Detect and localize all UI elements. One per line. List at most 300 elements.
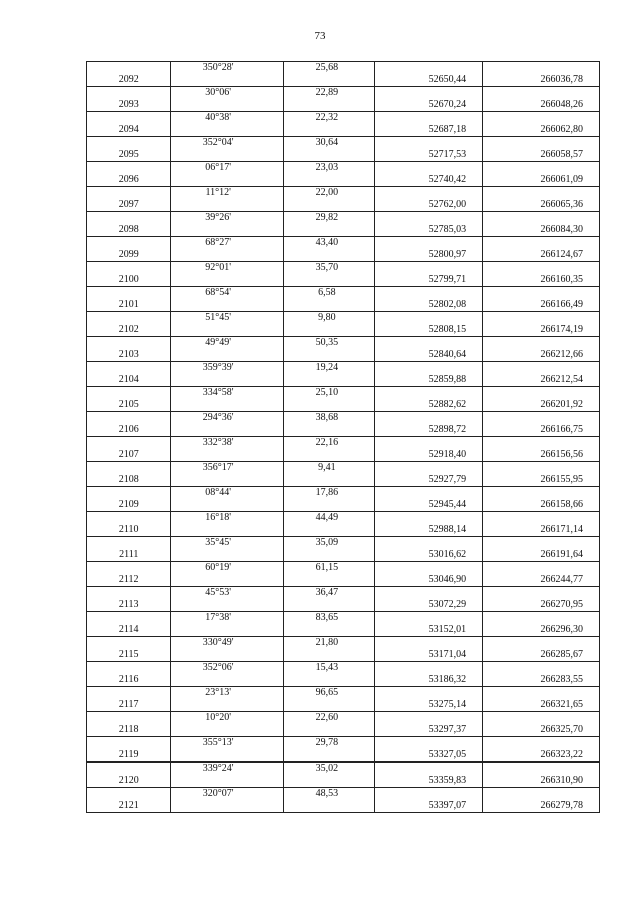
segment-row: [87, 612, 600, 625]
point-row: [87, 599, 600, 612]
empty-cell: [171, 549, 284, 562]
point-row: [87, 299, 600, 312]
empty-cell: [87, 62, 171, 75]
direction-angle: 08°44': [171, 487, 284, 500]
empty-cell: [283, 699, 374, 712]
y-coordinate: 266155,95: [483, 474, 600, 487]
segment-length: 61,15: [283, 562, 374, 575]
segment-row: [87, 512, 600, 525]
point-number: 2098: [87, 224, 171, 237]
empty-cell: [171, 149, 284, 162]
empty-cell: [87, 262, 171, 275]
point-row: [87, 699, 600, 712]
empty-cell: [283, 249, 374, 262]
empty-cell: [483, 462, 600, 475]
y-coordinate: 266270,95: [483, 599, 600, 612]
segment-length: 6,58: [283, 287, 374, 300]
point-number: 2103: [87, 349, 171, 362]
point-row: [87, 174, 600, 187]
y-coordinate: 266323,22: [483, 749, 600, 762]
empty-cell: [374, 562, 482, 575]
segment-row: [87, 562, 600, 575]
empty-cell: [283, 449, 374, 462]
segment-row: [87, 287, 600, 300]
point-row: [87, 424, 600, 437]
y-coordinate: 266283,55: [483, 674, 600, 687]
empty-cell: [87, 487, 171, 500]
empty-cell: [171, 424, 284, 437]
segment-length: 22,89: [283, 87, 374, 100]
empty-cell: [283, 474, 374, 487]
empty-cell: [483, 662, 600, 675]
empty-cell: [171, 99, 284, 112]
empty-cell: [374, 237, 482, 250]
segment-length: 19,24: [283, 362, 374, 375]
empty-cell: [483, 237, 600, 250]
empty-cell: [374, 87, 482, 100]
empty-cell: [483, 362, 600, 375]
empty-cell: [171, 199, 284, 212]
direction-angle: 30°06': [171, 87, 284, 100]
segment-row: [87, 712, 600, 725]
empty-cell: [171, 374, 284, 387]
point-row: [87, 449, 600, 462]
x-coordinate: 52927,79: [374, 474, 482, 487]
point-number: 2118: [87, 724, 171, 737]
point-number: 2119: [87, 749, 171, 762]
segment-length: 83,65: [283, 612, 374, 625]
x-coordinate: 53016,62: [374, 549, 482, 562]
segment-row: [87, 587, 600, 600]
empty-cell: [171, 574, 284, 587]
empty-cell: [374, 262, 482, 275]
point-row: [87, 349, 600, 362]
empty-cell: [171, 524, 284, 537]
empty-cell: [87, 462, 171, 475]
segment-row: [87, 537, 600, 550]
point-number: 2108: [87, 474, 171, 487]
empty-cell: [483, 687, 600, 700]
point-number: 2100: [87, 274, 171, 287]
point-row: [87, 674, 600, 687]
empty-cell: [483, 212, 600, 225]
direction-angle: 49°49': [171, 337, 284, 350]
direction-angle: 60°19': [171, 562, 284, 575]
point-number: 2120: [87, 775, 171, 788]
empty-cell: [87, 237, 171, 250]
y-coordinate: 266062,80: [483, 124, 600, 137]
segment-length: 36,47: [283, 587, 374, 600]
y-coordinate: 266191,64: [483, 549, 600, 562]
empty-cell: [87, 737, 171, 750]
direction-angle: 10°20': [171, 712, 284, 725]
point-number: 2094: [87, 124, 171, 137]
segment-row: [87, 62, 600, 75]
segment-row: [87, 237, 600, 250]
empty-cell: [483, 562, 600, 575]
x-coordinate: 53397,07: [374, 800, 482, 813]
empty-cell: [171, 775, 284, 788]
empty-cell: [283, 99, 374, 112]
segment-length: 25,68: [283, 62, 374, 75]
empty-cell: [374, 137, 482, 150]
empty-cell: [374, 537, 482, 550]
segment-length: 43,40: [283, 237, 374, 250]
direction-angle: 355°13': [171, 737, 284, 750]
empty-cell: [483, 737, 600, 750]
segment-length: 17,86: [283, 487, 374, 500]
empty-cell: [283, 775, 374, 788]
x-coordinate: 52808,15: [374, 324, 482, 337]
point-number: 2097: [87, 199, 171, 212]
y-coordinate: 266296,30: [483, 624, 600, 637]
empty-cell: [283, 549, 374, 562]
y-coordinate: 266160,35: [483, 274, 600, 287]
empty-cell: [374, 362, 482, 375]
empty-cell: [87, 87, 171, 100]
segment-row: [87, 87, 600, 100]
point-row: [87, 374, 600, 387]
empty-cell: [483, 112, 600, 125]
point-row: [87, 99, 600, 112]
x-coordinate: 52740,42: [374, 174, 482, 187]
y-coordinate: 266171,14: [483, 524, 600, 537]
point-row: [87, 800, 600, 813]
segment-length: 25,10: [283, 387, 374, 400]
y-coordinate: 266321,65: [483, 699, 600, 712]
segment-length: 50,35: [283, 337, 374, 350]
empty-cell: [374, 162, 482, 175]
segment-length: 35,09: [283, 537, 374, 550]
empty-cell: [374, 437, 482, 450]
empty-cell: [374, 637, 482, 650]
direction-angle: 17°38': [171, 612, 284, 625]
x-coordinate: 53297,37: [374, 724, 482, 737]
segment-row: [87, 662, 600, 675]
empty-cell: [171, 74, 284, 87]
point-row: [87, 649, 600, 662]
segment-row: [87, 262, 600, 275]
empty-cell: [171, 724, 284, 737]
y-coordinate: 266310,90: [483, 775, 600, 788]
point-row: [87, 724, 600, 737]
segment-length: 22,32: [283, 112, 374, 125]
direction-angle: 320°07': [171, 788, 284, 801]
segment-length: 35,02: [283, 762, 374, 775]
y-coordinate: 266084,30: [483, 224, 600, 237]
y-coordinate: 266325,70: [483, 724, 600, 737]
y-coordinate: 266036,78: [483, 74, 600, 87]
segment-row: [87, 462, 600, 475]
point-number: 2101: [87, 299, 171, 312]
x-coordinate: 52717,53: [374, 149, 482, 162]
segment-row: [87, 187, 600, 200]
direction-angle: 332°38': [171, 437, 284, 450]
point-row: [87, 574, 600, 587]
segment-length: 44,49: [283, 512, 374, 525]
empty-cell: [283, 74, 374, 87]
point-row: [87, 274, 600, 287]
x-coordinate: 52840,64: [374, 349, 482, 362]
empty-cell: [374, 462, 482, 475]
empty-cell: [374, 112, 482, 125]
empty-cell: [283, 749, 374, 762]
empty-cell: [171, 800, 284, 813]
x-coordinate: 52785,03: [374, 224, 482, 237]
empty-cell: [374, 337, 482, 350]
segment-row: [87, 212, 600, 225]
direction-angle: 352°06': [171, 662, 284, 675]
empty-cell: [283, 399, 374, 412]
y-coordinate: 266201,92: [483, 399, 600, 412]
empty-cell: [483, 637, 600, 650]
empty-cell: [87, 412, 171, 425]
empty-cell: [87, 187, 171, 200]
direction-angle: 16°18': [171, 512, 284, 525]
segment-row: [87, 637, 600, 650]
point-row: [87, 749, 600, 762]
empty-cell: [483, 162, 600, 175]
empty-cell: [483, 612, 600, 625]
y-coordinate: 266061,09: [483, 174, 600, 187]
x-coordinate: 52988,14: [374, 524, 482, 537]
empty-cell: [87, 512, 171, 525]
segment-row: [87, 437, 600, 450]
segment-length: 9,41: [283, 462, 374, 475]
segment-row: [87, 387, 600, 400]
empty-cell: [374, 788, 482, 801]
segment-row: [87, 362, 600, 375]
point-number: 2117: [87, 699, 171, 712]
empty-cell: [483, 512, 600, 525]
direction-angle: 350°28': [171, 62, 284, 75]
point-number: 2113: [87, 599, 171, 612]
empty-cell: [374, 212, 482, 225]
x-coordinate: 52762,00: [374, 199, 482, 212]
empty-cell: [283, 324, 374, 337]
x-coordinate: 52799,71: [374, 274, 482, 287]
segment-row: [87, 312, 600, 325]
empty-cell: [171, 649, 284, 662]
point-number: 2116: [87, 674, 171, 687]
x-coordinate: 52898,72: [374, 424, 482, 437]
empty-cell: [483, 412, 600, 425]
coordinate-table: [86, 61, 600, 813]
direction-angle: 06°17': [171, 162, 284, 175]
empty-cell: [283, 349, 374, 362]
empty-cell: [374, 387, 482, 400]
y-coordinate: 266156,56: [483, 449, 600, 462]
x-coordinate: 53186,32: [374, 674, 482, 687]
direction-angle: 11°12': [171, 187, 284, 200]
empty-cell: [87, 612, 171, 625]
point-number: 2115: [87, 649, 171, 662]
empty-cell: [483, 337, 600, 350]
empty-cell: [87, 662, 171, 675]
y-coordinate: 266065,36: [483, 199, 600, 212]
point-row: [87, 624, 600, 637]
empty-cell: [483, 137, 600, 150]
empty-cell: [87, 637, 171, 650]
point-row: [87, 775, 600, 788]
empty-cell: [483, 587, 600, 600]
segment-length: 22,60: [283, 712, 374, 725]
y-coordinate: 266279,78: [483, 800, 600, 813]
point-number: 2105: [87, 399, 171, 412]
point-number: 2110: [87, 524, 171, 537]
direction-angle: 294°36': [171, 412, 284, 425]
empty-cell: [483, 712, 600, 725]
direction-angle: 40°38': [171, 112, 284, 125]
direction-angle: 334°58': [171, 387, 284, 400]
y-coordinate: 266158,66: [483, 499, 600, 512]
x-coordinate: 53359,83: [374, 775, 482, 788]
segment-length: 29,82: [283, 212, 374, 225]
empty-cell: [374, 187, 482, 200]
empty-cell: [87, 387, 171, 400]
segment-length: 29,78: [283, 737, 374, 750]
empty-cell: [87, 762, 171, 775]
empty-cell: [283, 199, 374, 212]
segment-length: 22,00: [283, 187, 374, 200]
direction-angle: 330°49': [171, 637, 284, 650]
x-coordinate: 52670,24: [374, 99, 482, 112]
y-coordinate: 266166,49: [483, 299, 600, 312]
point-row: [87, 149, 600, 162]
empty-cell: [171, 599, 284, 612]
empty-cell: [171, 349, 284, 362]
point-number: 2092: [87, 74, 171, 87]
empty-cell: [374, 512, 482, 525]
point-number: 2109: [87, 499, 171, 512]
point-row: [87, 249, 600, 262]
empty-cell: [374, 662, 482, 675]
empty-cell: [483, 312, 600, 325]
empty-cell: [171, 674, 284, 687]
empty-cell: [283, 424, 374, 437]
point-row: [87, 74, 600, 87]
empty-cell: [87, 687, 171, 700]
empty-cell: [171, 699, 284, 712]
segment-row: [87, 112, 600, 125]
x-coordinate: 52800,97: [374, 249, 482, 262]
segment-length: 22,16: [283, 437, 374, 450]
point-row: [87, 549, 600, 562]
x-coordinate: 52650,44: [374, 74, 482, 87]
empty-cell: [87, 788, 171, 801]
empty-cell: [374, 762, 482, 775]
empty-cell: [283, 274, 374, 287]
empty-cell: [283, 174, 374, 187]
empty-cell: [171, 274, 284, 287]
empty-cell: [87, 537, 171, 550]
segment-length: 30,64: [283, 137, 374, 150]
empty-cell: [87, 162, 171, 175]
empty-cell: [283, 574, 374, 587]
empty-cell: [87, 112, 171, 125]
segment-row: [87, 687, 600, 700]
x-coordinate: 52918,40: [374, 449, 482, 462]
empty-cell: [87, 287, 171, 300]
empty-cell: [483, 387, 600, 400]
empty-cell: [283, 599, 374, 612]
point-number: 2093: [87, 99, 171, 112]
point-number: 2096: [87, 174, 171, 187]
y-coordinate: 266212,66: [483, 349, 600, 362]
x-coordinate: 52687,18: [374, 124, 482, 137]
empty-cell: [283, 524, 374, 537]
x-coordinate: 53327,05: [374, 749, 482, 762]
empty-cell: [87, 437, 171, 450]
direction-angle: 339°24': [171, 762, 284, 775]
direction-angle: 23°13': [171, 687, 284, 700]
empty-cell: [374, 687, 482, 700]
x-coordinate: 52802,08: [374, 299, 482, 312]
direction-angle: 39°26': [171, 212, 284, 225]
point-row: [87, 474, 600, 487]
point-row: [87, 399, 600, 412]
y-coordinate: 266166,75: [483, 424, 600, 437]
empty-cell: [374, 312, 482, 325]
empty-cell: [87, 362, 171, 375]
empty-cell: [283, 499, 374, 512]
segment-row: [87, 788, 600, 801]
segment-length: 35,70: [283, 262, 374, 275]
empty-cell: [171, 324, 284, 337]
empty-cell: [374, 737, 482, 750]
empty-cell: [374, 712, 482, 725]
empty-cell: [87, 312, 171, 325]
point-row: [87, 524, 600, 537]
empty-cell: [374, 612, 482, 625]
empty-cell: [171, 249, 284, 262]
segment-length: 96,65: [283, 687, 374, 700]
empty-cell: [374, 62, 482, 75]
point-number: 2112: [87, 574, 171, 587]
empty-cell: [171, 624, 284, 637]
direction-angle: 35°45': [171, 537, 284, 550]
direction-angle: 68°27': [171, 237, 284, 250]
empty-cell: [374, 587, 482, 600]
empty-cell: [283, 724, 374, 737]
point-row: [87, 324, 600, 337]
direction-angle: 92°01': [171, 262, 284, 275]
y-coordinate: 266048,26: [483, 99, 600, 112]
point-number: 2104: [87, 374, 171, 387]
x-coordinate: 53046,90: [374, 574, 482, 587]
segment-length: 48,53: [283, 788, 374, 801]
x-coordinate: 52882,62: [374, 399, 482, 412]
coordinate-table-body: [87, 62, 600, 813]
point-number: 2121: [87, 800, 171, 813]
y-coordinate: 266124,67: [483, 249, 600, 262]
direction-angle: 45°53': [171, 587, 284, 600]
empty-cell: [87, 587, 171, 600]
empty-cell: [87, 212, 171, 225]
point-row: [87, 224, 600, 237]
x-coordinate: 53072,29: [374, 599, 482, 612]
empty-cell: [283, 800, 374, 813]
segment-row: [87, 487, 600, 500]
segment-length: 38,68: [283, 412, 374, 425]
x-coordinate: 53152,01: [374, 624, 482, 637]
empty-cell: [483, 762, 600, 775]
y-coordinate: 266174,19: [483, 324, 600, 337]
empty-cell: [483, 187, 600, 200]
segment-row: [87, 412, 600, 425]
empty-cell: [283, 674, 374, 687]
segment-length: 21,80: [283, 637, 374, 650]
